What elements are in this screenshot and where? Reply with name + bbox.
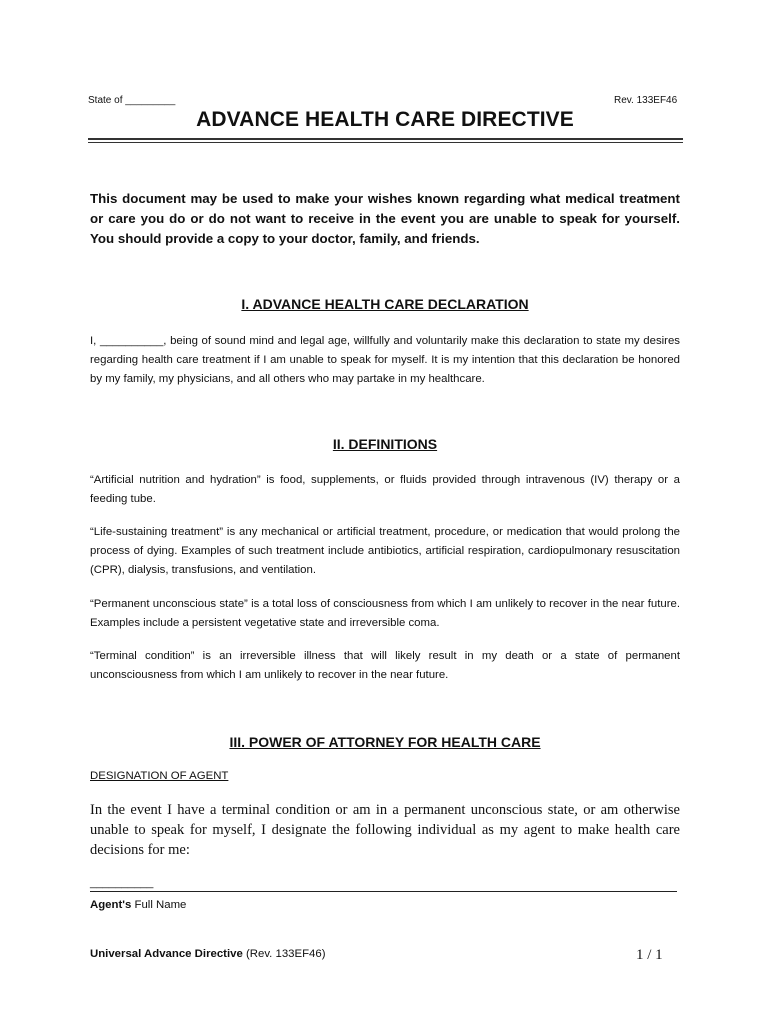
section-2-heading: II. DEFINITIONS [332, 436, 438, 452]
footer-form-name [90, 948, 326, 960]
definition-item: “Life-sustaining treatment” is any mechanical or artificial treatment, procedure, or medication that would prolong the process of dying. Examples of such treatment include antibiotics, artificial respiration, cardiopulmonary resuscitation (CPR), dialysis, transfusions, and ventilation. [90, 526, 680, 576]
footer-form-rev: (Rev. 133EF46) [242, 948, 326, 960]
agent-label-rest: Full Name [131, 899, 187, 911]
designation-paragraph: In the event I have a terminal condition or am in a permanent unconscious state, or am otherwise unable to speak for myself, I designate the following individual as my agent to make health care decisions for me: [90, 802, 680, 858]
footer-form-title: Universal Advance Directive [90, 948, 243, 960]
agent-name-blank: __________ [90, 877, 154, 889]
section-1-heading: I. ADVANCE HEALTH CARE DECLARATION [241, 296, 529, 312]
state-field: State of _________ [88, 95, 176, 106]
title-rule-thick [88, 138, 683, 140]
designation-subheading: DESIGNATION OF AGENT [90, 770, 229, 782]
title-rule-thin [88, 142, 683, 143]
agent-label-bold: Agent's [90, 899, 132, 911]
definition-item: “Terminal condition” is an irreversible illness that will likely result in my death or a state of permanent unconsciousness from which I am unlikely to recover in the near future. [90, 650, 680, 681]
agent-name-line[interactable] [90, 891, 677, 892]
section-3-heading: III. POWER OF ATTORNEY FOR HEALTH CARE [229, 734, 541, 750]
revision-label: Rev. 133EF46 [614, 95, 678, 106]
definition-item: “Artificial nutrition and hydration” is food, supplements, or fluids provided through intravenous (IV) therapy or a feeding tube. [90, 474, 680, 505]
declaration-paragraph: I, __________, being of sound mind and legal age, willfully and voluntarily make this declaration to state my desires regarding health care treatment if I am unable to speak for myself. It is my intention that this declaration be honored by my family, my physicians, and all others who may partake in my healthcare. [90, 335, 680, 385]
definition-item: “Permanent unconscious state” is a total loss of consciousness from which I am unlikely to recover in the near future. Examples include a persistent vegetative state and irreversible coma. [90, 598, 680, 629]
document-title: ADVANCE HEALTH CARE DIRECTIVE [196, 108, 574, 131]
intro-paragraph: This document may be used to make your wishes known regarding what medical treatment or care you do or do not want to receive in the event you are unable to speak for yourself. You should provide a copy to your doctor, family, and friends. [90, 191, 680, 246]
page-number: 1 / 1 [636, 947, 663, 963]
agent-name-label [90, 899, 186, 911]
